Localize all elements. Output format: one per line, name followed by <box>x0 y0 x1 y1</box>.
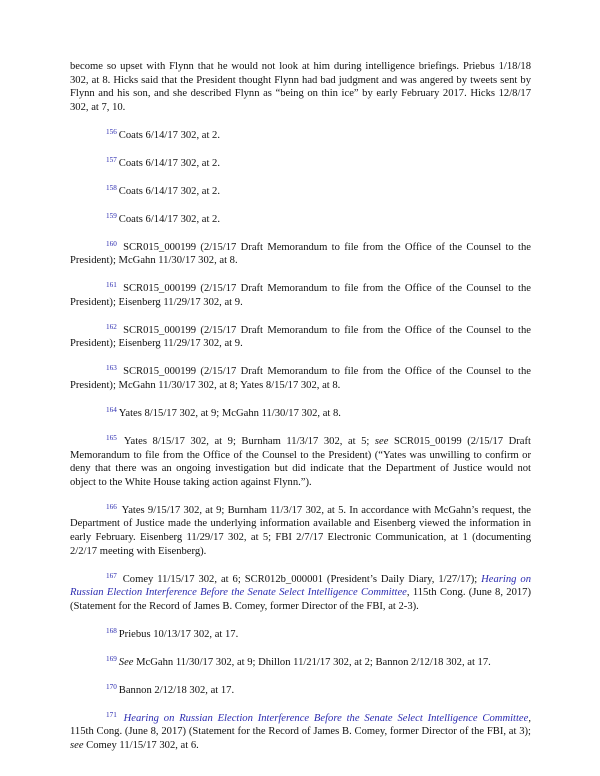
footnote-list <box>70 129 531 753</box>
footnote-157 <box>70 157 531 171</box>
footnote-text: Comey 11/15/17 302, at 6; SCR012b_000001 (President’s Daily Diary, 1/27/17); <box>118 573 482 585</box>
footnote-number[interactable]: 167 <box>106 571 117 580</box>
footnote-number[interactable]: 171 <box>106 710 117 719</box>
citation-link[interactable]: Hearing on Russian Election Interference Before the Senate Select Intelligence Committee <box>70 573 531 599</box>
continued-footnote-text: become so upset with Flynn that he would not look at him during intelligence briefings. Priebus 1/18/18 302, at 8. Hicks said that the President thought Flynn had bad judgment and was angered by tweets sent by Flynn and his son, and she described Flynn as “being on thin ice” by early February 2017. Hicks 12/8/17 302, at 7, 10. <box>70 61 531 113</box>
footnote-number[interactable]: 159 <box>106 211 117 220</box>
footnote-number[interactable]: 169 <box>106 654 117 663</box>
footnote-number[interactable]: 164 <box>106 406 117 415</box>
footnote-162 <box>70 324 531 351</box>
footnote-text: SCR015_00199 (2/15/17 Draft Memorandum to file from the Office of the Counsel to the President) (“Yates was unwilling to confirm or deny that there was an ongoing investigation but did indicate that the Department of Justice would not object to the White House taking action against Flynn.”). <box>70 436 531 488</box>
signal-word: see <box>374 436 389 447</box>
footnote-text: , 115th Cong. (June 8, 2017) (Statement for the Record of James B. Comey, former Director of the FBI, at 3); <box>70 712 531 738</box>
footnote-text: Coats 6/14/17 302, at 2. <box>118 213 221 225</box>
footnote-168 <box>70 628 531 642</box>
footnote-text: Priebus 10/13/17 302, at 17. <box>118 628 239 640</box>
footnote-number[interactable]: 163 <box>106 364 117 373</box>
footnote-165 <box>70 435 531 489</box>
footnote-number[interactable]: 160 <box>106 239 117 248</box>
footnote-160 <box>70 241 531 268</box>
footnote-text: Yates 8/15/17 302, at 9; McGahn 11/30/17 302, at 8. <box>118 408 341 420</box>
footnote-text: Bannon 2/12/18 302, at 17. <box>118 684 235 696</box>
footnote-164 <box>70 407 531 421</box>
footnote-156 <box>70 129 531 143</box>
footnote-163 <box>70 365 531 392</box>
footnote-text: Coats 6/14/17 302, at 2. <box>118 185 221 197</box>
footnote-number[interactable]: 156 <box>106 127 117 136</box>
footnote-text: McGahn 11/30/17 302, at 9; Dhillon 11/21/17 302, at 2; Bannon 2/12/18 302, at 17. <box>133 656 491 668</box>
signal-word: See <box>118 656 134 668</box>
footnote-158 <box>70 185 531 199</box>
footnote-number[interactable]: 168 <box>106 626 117 635</box>
footnote-text: Coats 6/14/17 302, at 2. <box>118 129 221 141</box>
footnote-text: Comey 11/15/17 302, at 6. <box>83 739 199 751</box>
footnote-text: SCR015_000199 (2/15/17 Draft Memorandum to file from the Office of the Counsel to the President); McGahn 11/30/17 302, at 8; Yates 8/15/17 302, at 8. <box>70 366 531 392</box>
footnote-167 <box>70 573 531 614</box>
footnote-number[interactable]: 166 <box>106 502 117 511</box>
footnote-text: Coats 6/14/17 302, at 2. <box>118 157 221 169</box>
citation-link[interactable]: Hearing on Russian Election Interference Before the Senate Select Intelligence Committee <box>123 712 529 724</box>
footnote-text: SCR015_000199 (2/15/17 Draft Memorandum to file from the Office of the Counsel to the President); McGahn 11/30/17 302, at 8. <box>70 241 531 267</box>
footnote-170 <box>70 684 531 698</box>
footnote-text: SCR015_000199 (2/15/17 Draft Memorandum to file from the Office of the Counsel to the President); Eisenberg 11/29/17 302, at 9. <box>70 324 531 350</box>
footnote-text: SCR015_000199 (2/15/17 Draft Memorandum to file from the Office of the Counsel to the President); Eisenberg 11/29/17 302, at 9. <box>70 283 531 308</box>
footnote-166 <box>70 504 531 558</box>
footnote-171 <box>70 712 531 753</box>
footnote-number[interactable]: 157 <box>106 155 117 164</box>
footnote-number[interactable]: 165 <box>106 434 117 442</box>
signal-word: see <box>70 739 84 751</box>
footnote-number[interactable]: 162 <box>106 322 117 331</box>
footnote-number[interactable]: 161 <box>106 281 117 290</box>
footnote-text: Yates 9/15/17 302, at 9; Burnham 11/3/17 302, at 5. In accordance with McGahn’s request, the Department of Justice made the underlying information available and Eisenberg viewed the information in early February. Eisenberg 11/29/17 302, at 5; FBI 2/7/17 Electronic Communication, at 1 (documenting 2/2/17 meeting with Eisenberg). <box>70 504 531 557</box>
footnote-161 <box>70 282 531 309</box>
footnote-number[interactable]: 158 <box>106 183 117 192</box>
footnote-number[interactable]: 170 <box>106 682 117 691</box>
footnote-text: Yates 8/15/17 302, at 9; Burnham 11/3/17 302, at 5; <box>118 436 375 447</box>
footnote-text: , 115th Cong. (June 8, 2017) (Statement for the Record of James B. Comey, former Director of the FBI, at 2-3). <box>70 587 531 612</box>
footnote-159 <box>70 213 531 227</box>
document-page <box>70 60 531 767</box>
footnote-169 <box>70 656 531 670</box>
